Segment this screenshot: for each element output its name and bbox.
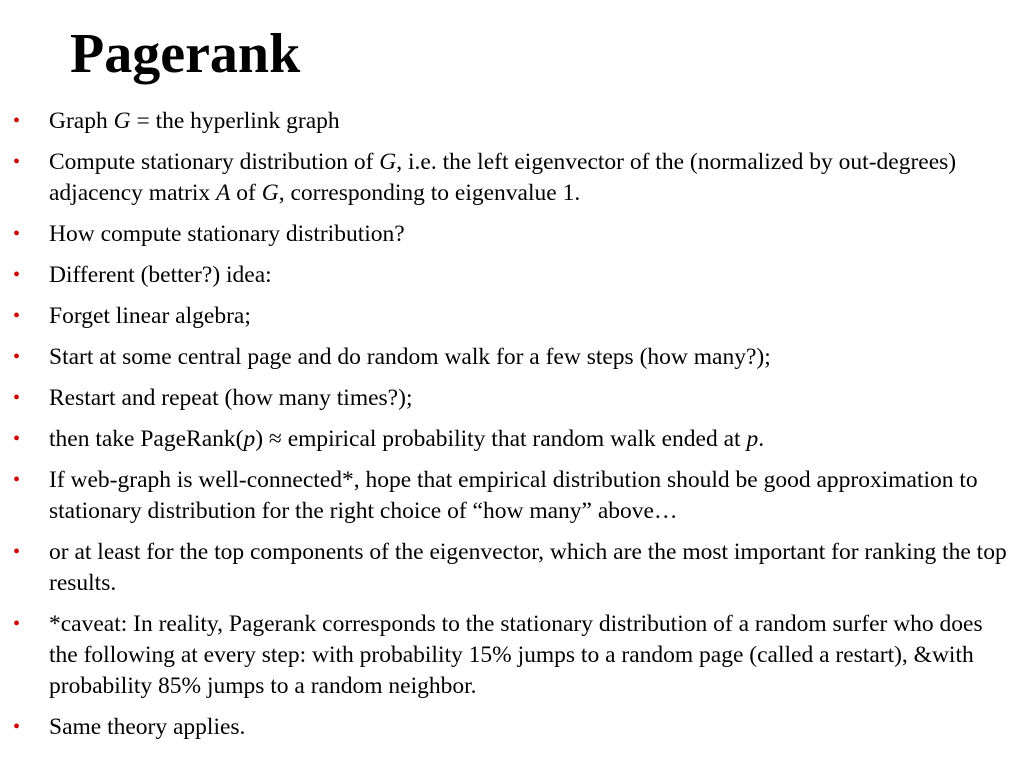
bullet-marker: •	[13, 346, 21, 368]
bullet-item	[0, 537, 1024, 599]
bullet-text	[49, 426, 764, 452]
bullet-text	[49, 385, 412, 411]
bullet-text	[49, 539, 1007, 596]
text-run: If web-graph is well-connected*, hope that empirical distribution should be good approximation to stationary distribution for the right choice of “how many” above…	[49, 467, 978, 524]
text-run: , i.e. the left eigenvector of the (normalized by out-degrees) adjacency matrix	[49, 149, 957, 206]
bullet-text	[49, 303, 251, 329]
bullet-item	[0, 465, 1024, 527]
math-variable: p	[243, 426, 256, 452]
bullet-item	[0, 342, 1024, 373]
text-run: or at least for the top components of the eigenvector, which are the most important for ranking the top results.	[49, 539, 1007, 596]
bullet-marker: •	[13, 716, 21, 738]
bullet-marker: •	[13, 264, 21, 286]
bullet-marker: •	[13, 541, 21, 563]
bullet-item	[0, 260, 1024, 291]
text-run: , corresponding to eigenvalue 1.	[278, 180, 581, 206]
bullet-marker: •	[13, 428, 21, 450]
bullet-item	[0, 424, 1024, 455]
bullet-text	[49, 467, 978, 524]
bullet-text	[49, 611, 983, 699]
bullet-text	[49, 108, 340, 134]
text-run: Forget linear algebra;	[49, 303, 251, 329]
bullet-marker: •	[13, 613, 21, 635]
text-run: Restart and repeat (how many times?);	[49, 385, 413, 411]
bullet-text	[49, 149, 956, 206]
math-variable: p	[746, 426, 759, 452]
math-variable: G	[379, 149, 397, 175]
bullet-marker: •	[13, 305, 21, 327]
bullet-item	[0, 147, 1024, 209]
text-run: = the hyperlink graph	[130, 108, 340, 134]
bullet-marker: •	[13, 469, 21, 491]
text-run: .	[758, 426, 765, 452]
bullet-text	[49, 221, 405, 247]
bullet-marker: •	[13, 110, 21, 132]
bullet-marker: •	[13, 151, 21, 173]
text-run: *caveat: In reality, Pagerank corresponds to the stationary distribution of a random surfer who does the following at every step: with probability 15% jumps to a random page (called a restart), &with probability 85% jumps to a random neighbor.	[49, 611, 983, 699]
text-run: Different (better?) idea:	[49, 262, 272, 288]
bullet-text	[49, 344, 771, 370]
bullet-item	[0, 609, 1024, 702]
text-run: Graph	[49, 108, 114, 134]
bullet-text	[49, 262, 272, 288]
bullet-item	[0, 301, 1024, 332]
bullet-list	[0, 106, 1024, 753]
text-run: of	[230, 180, 262, 206]
bullet-item	[0, 219, 1024, 250]
bullet-text	[49, 714, 245, 740]
bullet-item	[0, 383, 1024, 414]
bullet-marker: •	[13, 387, 21, 409]
text-run: How compute stationary distribution?	[49, 221, 405, 247]
text-run: Start at some central page and do random walk for a few steps (how many?);	[49, 344, 771, 370]
text-run: ) ≈ empirical probability that random walk ended at	[255, 426, 747, 452]
text-run: Same theory applies.	[49, 714, 246, 740]
bullet-marker: •	[13, 223, 21, 245]
text-run: then take PageRank(	[49, 426, 244, 452]
bullet-item	[0, 712, 1024, 743]
text-run: Compute stationary distribution of	[49, 149, 380, 175]
bullet-item	[0, 106, 1024, 137]
slide-title: Pagerank	[70, 23, 301, 85]
math-variable: G	[113, 108, 131, 134]
math-variable: A	[216, 180, 231, 206]
math-variable: G	[261, 180, 279, 206]
